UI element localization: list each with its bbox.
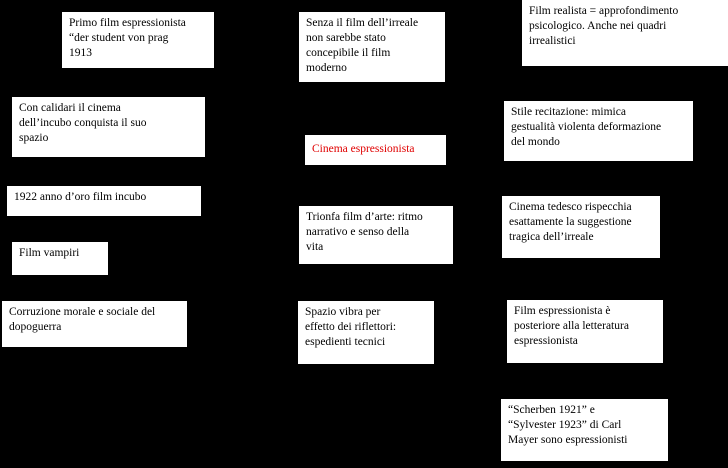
node-anno-oro: 1922 anno d’oro film incubo [7,186,201,216]
node-cinema-espressionista: Cinema espressionista [305,135,446,165]
node-cinema-tedesco: Cinema tedesco rispecchia esattamente la suggestione tragica dell’irreale [502,196,660,258]
node-scherben: “Scherben 1921” e “Sylvester 1923” di Carl Mayer sono espressionisti [501,399,668,461]
node-senza-film: Senza il film dell’irreale non sarebbe stato concepibile il film moderno [299,12,445,82]
node-film-realista: Film realista = approfondimento psicologico. Anche nei quadri irrealistici [522,0,728,66]
node-stile-recitazione: Stile recitazione: mimica gestualità violenta deformazione del mondo [504,101,693,161]
node-spazio-vibra: Spazio vibra per effetto dei riflettori: espedienti tecnici [298,301,434,364]
node-caligari: Con calidari il cinema dell’incubo conquista il suo spazio [12,97,205,157]
node-primo-film: Primo film espressionista “der student von prag 1913 [62,12,214,68]
node-corruzione: Corruzione morale e sociale del dopoguerra [2,301,187,347]
node-vampiri: Film vampiri [12,242,108,275]
node-trionfa: Trionfa film d’arte: ritmo narrativo e senso della vita [299,206,453,264]
node-posteriore: Film espressionista è posteriore alla letteratura espressionista [507,300,663,363]
